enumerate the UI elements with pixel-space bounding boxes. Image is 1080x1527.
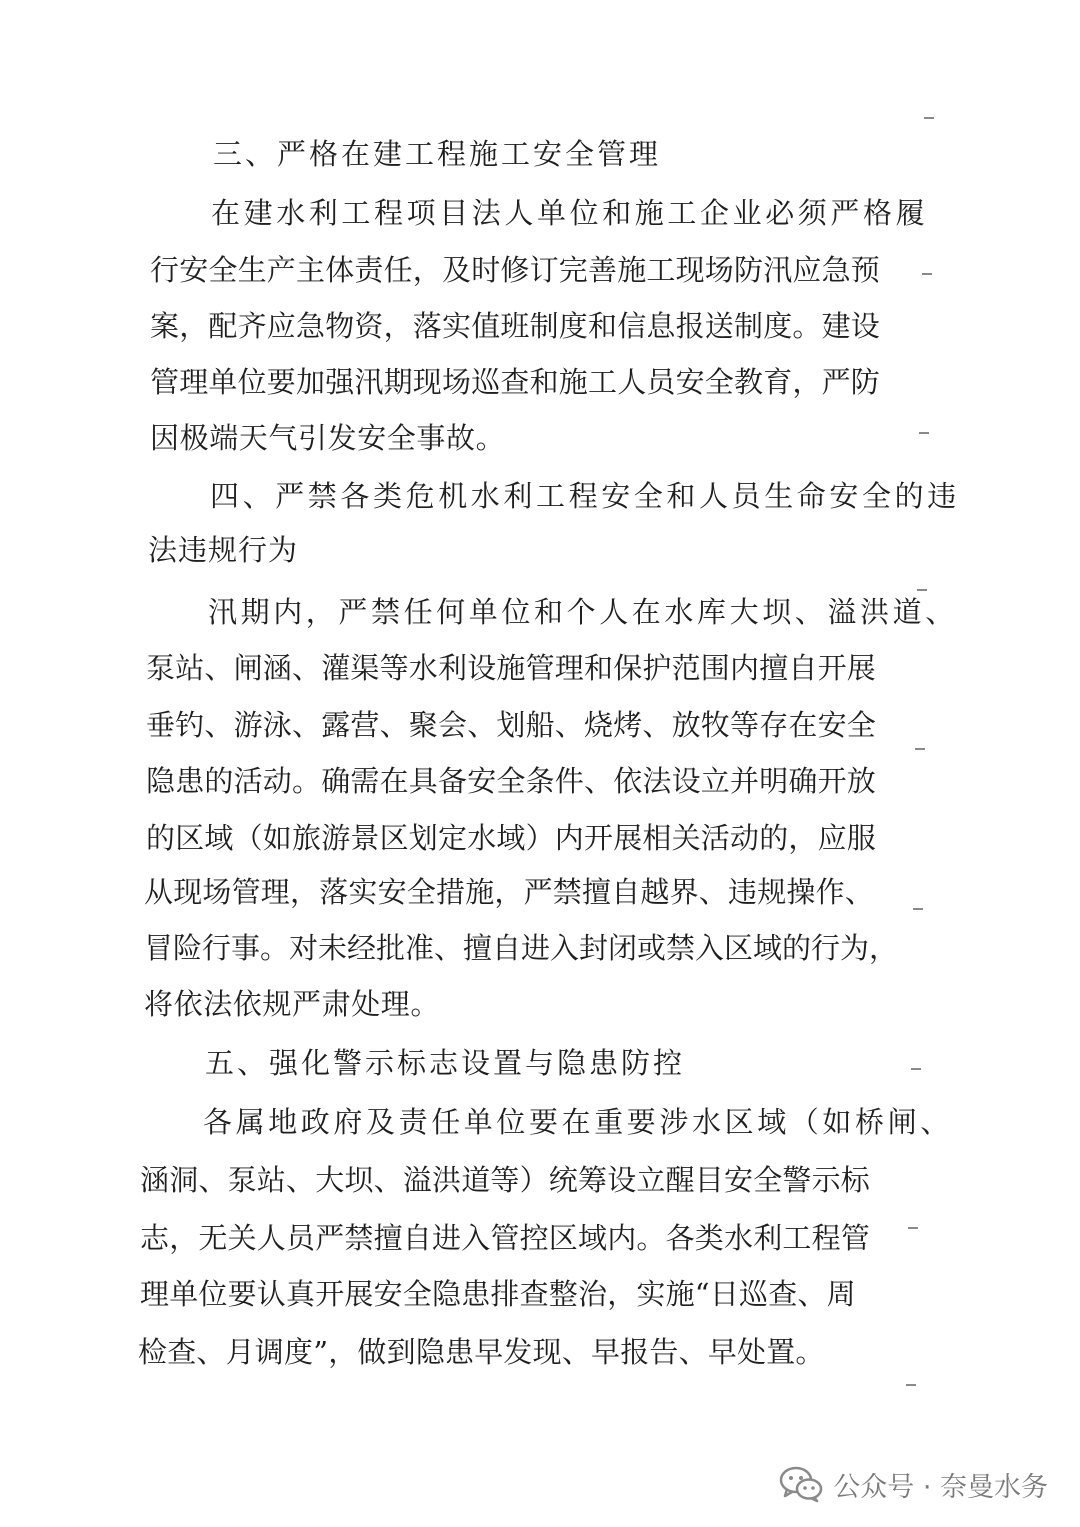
margin-mark	[906, 1384, 916, 1386]
heading-section-4: 四、严禁各类危机水利工程安全和人员生命安全的违	[210, 479, 960, 513]
watermark	[779, 1460, 1048, 1508]
margin-mark	[924, 117, 934, 119]
margin-mark	[915, 748, 925, 750]
paragraph-line: 理单位要认真开展安全隐患排查整治，实施“日巡查、周	[140, 1277, 856, 1311]
margin-mark	[917, 589, 927, 591]
watermark-text: 公众号 · 奈曼水务	[833, 1471, 1048, 1503]
paragraph-line: 在建水利工程项目法人单位和施工企业必须严格履	[211, 196, 929, 230]
paragraph-line: 各属地政府及责任单位要在重要涉水区域（如桥闸、	[203, 1105, 953, 1139]
paragraph-line: 的区域（如旅游景区划定水域）内开展相关活动的，应服	[146, 821, 877, 855]
paragraph-line: 冒险行事。对未经批准、擅自进入封闭或禁入区域的行为，	[144, 931, 899, 965]
heading-section-5: 五、强化警示标志设置与隐患防控	[205, 1046, 686, 1080]
paragraph-line: 管理单位要加强汛期现场巡查和施工人员安全教育，严防	[150, 365, 881, 399]
paragraph-line: 汛期内，严禁任何单位和个人在水库大坝、溢洪道、	[208, 595, 958, 629]
paragraph-line: 从现场管理，落实安全措施，严禁擅自越界、违规操作、	[144, 875, 875, 909]
margin-mark	[913, 908, 923, 910]
paragraph-line: 案，配齐应急物资，落实值班制度和信息报送制度。建设	[150, 309, 881, 343]
heading-section-4-cont: 法违规行为	[148, 533, 299, 567]
paragraph-line: 行安全生产主体责任，及时修订完善施工现场防汛应急预	[150, 253, 881, 287]
margin-mark	[911, 1068, 921, 1070]
paragraph-line: 隐患的活动。确需在具备安全条件、依法设立并明确开放	[146, 764, 877, 798]
wechat-icon	[779, 1465, 823, 1503]
paragraph-line: 垂钓、游泳、露营、聚会、划船、烧烤、放牧等存在安全	[146, 708, 877, 742]
margin-mark	[922, 273, 932, 275]
paragraph-line: 志，无关人员严禁擅自进入管控区域内。各类水利工程管	[140, 1221, 871, 1255]
heading-section-3: 三、严格在建工程施工安全管理	[213, 137, 662, 171]
paragraph-line: 将依法依规严肃处理。	[144, 987, 441, 1021]
margin-mark	[908, 1227, 918, 1229]
margin-mark	[919, 432, 929, 434]
paragraph-line: 检查、月调度”，做到隐患早发现、早报告、早处置。	[138, 1335, 825, 1369]
paragraph-line: 涵洞、泵站、大坝、溢洪道等）统筹设立醒目安全警示标	[140, 1163, 871, 1197]
paragraph-line: 泵站、闸涵、灌渠等水利设施管理和保护范围内擅自开展	[146, 651, 877, 685]
paragraph-line: 因极端天气引发安全事故。	[150, 421, 506, 455]
